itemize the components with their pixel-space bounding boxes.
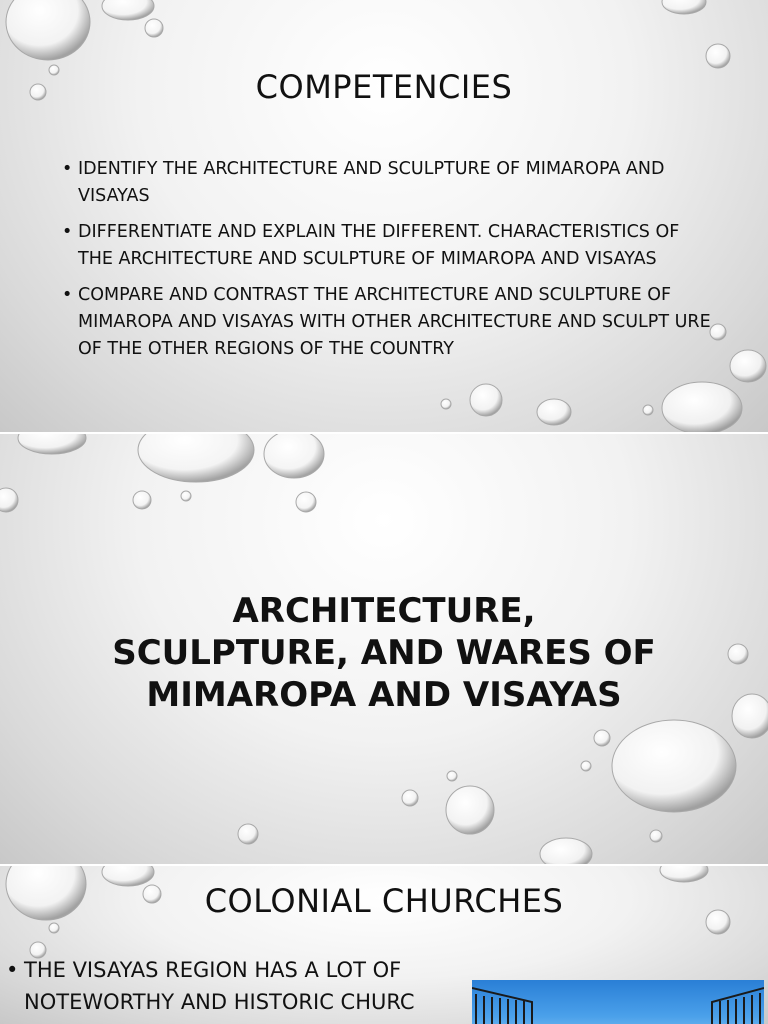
church-photo <box>472 980 764 1024</box>
slide-competencies <box>0 0 768 432</box>
bullet-item: • IDENTIFY THE ARCHITECTURE AND SCULPTURE OF MIMAROPA AND VISAYAS <box>62 156 712 210</box>
slide-section-title <box>0 434 768 864</box>
slide-colonial-churches <box>0 866 768 1024</box>
slide-title: COMPETENCIES <box>255 68 513 106</box>
bullet-list <box>6 954 446 1018</box>
bullet-item: • DIFFERENTIATE AND EXPLAIN THE DIFFERENT. CHARACTERISTICS OF THE ARCHITECTURE AND SCULPTURE OF MIMAROPA AND VISAYAS <box>62 219 712 273</box>
church-gate-image <box>472 980 764 1024</box>
bullet-item: • COMPARE AND CONTRAST THE ARCHITECTURE AND SCULPTURE OF MIMAROPA AND VISAYAS WITH OTHER ARCHITECTURE AND SCULPT URE OF THE OTHER REGIONS OF THE COUNTRY <box>62 282 712 363</box>
slide-title: COLONIAL CHURCHES <box>204 882 564 920</box>
bullet-item: • THE VISAYAS REGION HAS A LOT OF NOTEWORTHY AND HISTORIC CHURC <box>6 954 446 1018</box>
slide-title: ARCHITECTURE, SCULPTURE, AND WARES OF MIMAROPA AND VISAYAS <box>112 591 656 715</box>
bullet-list <box>62 156 712 372</box>
